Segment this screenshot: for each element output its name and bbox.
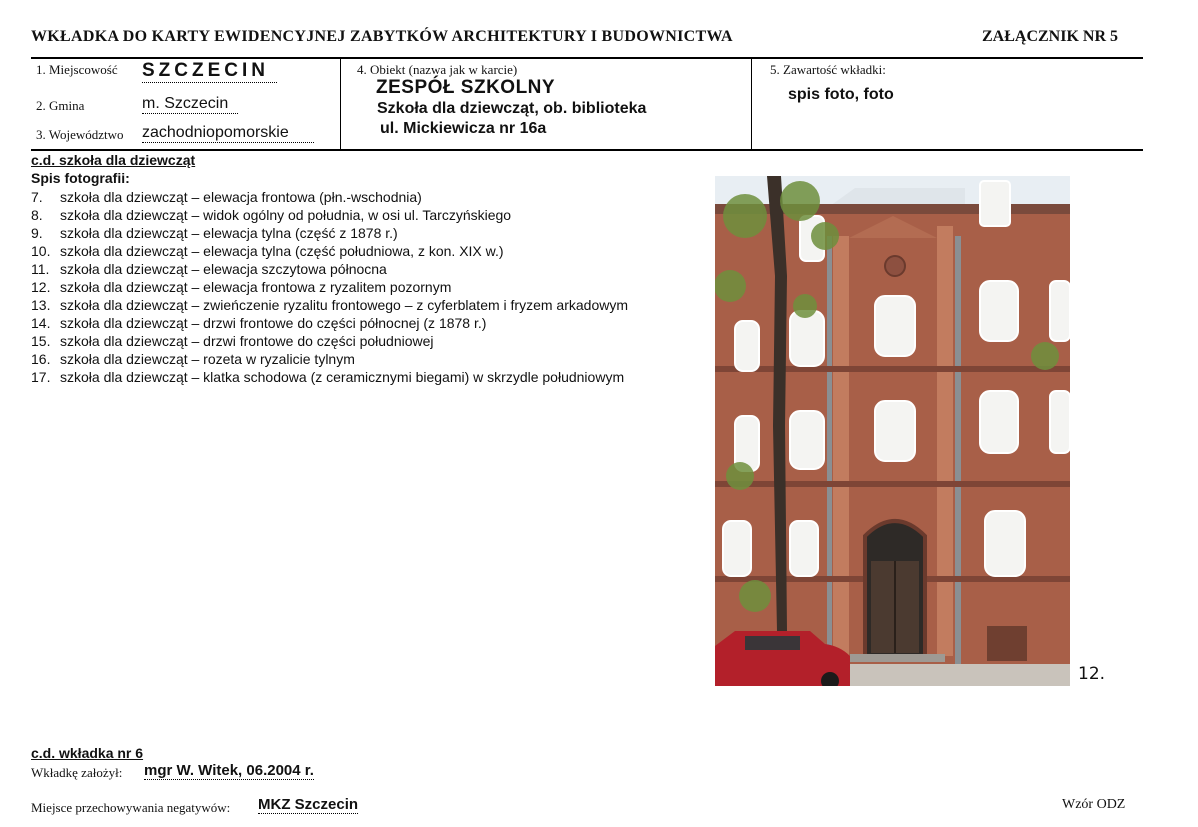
template-mark: Wzór ODZ bbox=[1062, 797, 1126, 812]
photo-list-item bbox=[31, 224, 628, 242]
photo-description: szkoła dla dziewcząt – elewacja tylna (część południowa, z kon. XIX w.) bbox=[60, 243, 504, 259]
author-label: Wkładkę założył: bbox=[31, 765, 123, 780]
photo-number: 12. bbox=[31, 279, 51, 295]
contents-label: 5. Zawartość wkładki: bbox=[770, 62, 886, 77]
photo-number: 10. bbox=[31, 243, 51, 259]
photo-number: 7. bbox=[31, 189, 43, 205]
contents-value: spis foto, foto bbox=[788, 86, 894, 103]
building-photo-drawing bbox=[715, 176, 1070, 686]
building-photo bbox=[715, 176, 1070, 686]
photo-number: 17. bbox=[31, 369, 51, 385]
photo-list-item bbox=[31, 368, 628, 386]
photo-list-item bbox=[31, 332, 628, 350]
locality-row bbox=[36, 62, 118, 78]
storage-row bbox=[31, 799, 230, 817]
photo-list-item bbox=[31, 188, 628, 206]
commune-row bbox=[36, 98, 84, 114]
top-rule bbox=[31, 57, 1143, 59]
author-value: mgr W. Witek, 06.2004 r. bbox=[144, 762, 314, 779]
photo-description: szkoła dla dziewcząt – drzwi frontowe do części północnej (z 1878 r.) bbox=[60, 315, 487, 331]
photo-description: szkoła dla dziewcząt – elewacja frontowa z ryzalitem pozornym bbox=[60, 279, 452, 295]
divider-1 bbox=[340, 58, 341, 150]
author-row bbox=[31, 764, 122, 782]
photo-number: 14. bbox=[31, 315, 51, 331]
next-insert-note: c.d. wkładka nr 6 bbox=[31, 745, 144, 761]
photo-number: 13. bbox=[31, 297, 51, 313]
photo-list-item bbox=[31, 350, 628, 368]
photo-list-item bbox=[31, 260, 628, 278]
photo-description: szkoła dla dziewcząt – elewacja frontowa (płn.-wschodnia) bbox=[60, 189, 422, 205]
photo-description: szkoła dla dziewcząt – klatka schodowa (z ceramicznymi biegami) w skrzydle południowym bbox=[60, 369, 625, 385]
photo-list-item bbox=[31, 314, 628, 332]
photo-description: szkoła dla dziewcząt – widok ogólny od południa, w osi ul. Tarczyńskiego bbox=[60, 207, 512, 223]
voivodeship-row bbox=[36, 127, 124, 143]
locality-label: 1. Miejscowość bbox=[36, 62, 118, 77]
photo-number: 15. bbox=[31, 333, 51, 349]
photo-list bbox=[31, 188, 628, 386]
photo-description: szkoła dla dziewcząt – elewacja tylna (część z 1878 r.) bbox=[60, 225, 398, 241]
photo-number: 9. bbox=[31, 225, 43, 241]
photo-list-item bbox=[31, 278, 628, 296]
commune-value: m. Szczecin bbox=[142, 95, 238, 114]
continuation-heading: c.d. szkoła dla dziewcząt bbox=[31, 152, 196, 168]
voivodeship-value: zachodniopomorskie bbox=[142, 124, 314, 143]
divider-2 bbox=[751, 58, 752, 150]
photo-list-item bbox=[31, 296, 628, 314]
voivodeship-label: 3. Województwo bbox=[36, 127, 124, 142]
object-label: 4. Obiekt (nazwa jak w karcie) bbox=[357, 62, 518, 77]
header-title: WKŁADKA DO KARTY EWIDENCYJNEJ ZABYTKÓW ARCHITEKTURY I BUDOWNICTWA bbox=[31, 28, 733, 45]
handwritten-photo-number: 12. bbox=[1078, 664, 1106, 684]
photo-description: szkoła dla dziewcząt – elewacja szczytowa północna bbox=[60, 261, 387, 277]
photo-list-title: Spis fotografii: bbox=[31, 170, 130, 186]
object-address: ul. Mickiewicza nr 16a bbox=[380, 120, 547, 137]
storage-value: MKZ Szczecin bbox=[258, 796, 359, 813]
photo-number: 11. bbox=[31, 261, 50, 277]
commune-label: 2. Gmina bbox=[36, 98, 85, 113]
photo-description: szkoła dla dziewcząt – zwieńczenie ryzalitu frontowego – z cyferblatem i fryzem arkadowym bbox=[60, 297, 629, 313]
storage-label: Miejsce przechowywania negatywów: bbox=[31, 800, 231, 815]
photo-list-item bbox=[31, 206, 628, 224]
photo-number: 16. bbox=[31, 351, 51, 367]
form-bottom-rule bbox=[31, 149, 1143, 151]
object-name: ZESPÓŁ SZKOLNY bbox=[376, 77, 556, 98]
annex-number: ZAŁĄCZNIK NR 5 bbox=[982, 28, 1119, 45]
photo-number: 8. bbox=[31, 207, 43, 223]
locality-value: SZCZECIN bbox=[142, 60, 277, 83]
photo-list-item bbox=[31, 242, 628, 260]
object-line-2: Szkoła dla dziewcząt, ob. biblioteka bbox=[377, 100, 647, 117]
photo-description: szkoła dla dziewcząt – drzwi frontowe do części południowej bbox=[60, 333, 434, 349]
photo-description: szkoła dla dziewcząt – rozeta w ryzalicie tylnym bbox=[60, 351, 355, 367]
